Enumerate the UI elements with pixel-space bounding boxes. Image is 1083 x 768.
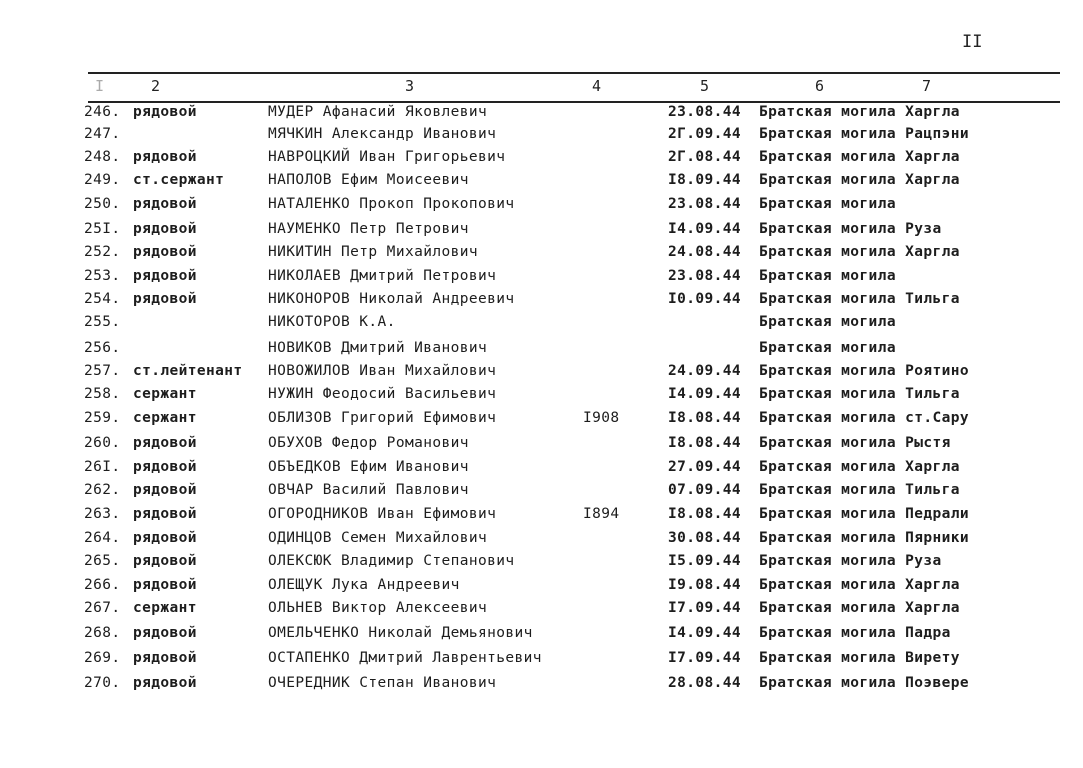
- table-row: [0, 363, 1083, 385]
- row-death-date: I9.08.44: [668, 577, 742, 593]
- row-burial-place: Братская могила Руза: [759, 553, 942, 569]
- row-name: ОБУХОВ Федор Романович: [268, 435, 469, 451]
- row-number: 246.: [84, 104, 121, 120]
- row-number: 247.: [84, 126, 121, 142]
- row-death-date: 23.08.44: [668, 268, 742, 284]
- row-death-date: 23.08.44: [668, 196, 742, 212]
- row-number: 260.: [84, 435, 121, 451]
- table-row: [0, 625, 1083, 647]
- row-burial-place: Братская могила Рыстя: [759, 435, 951, 451]
- row-burial-place: Братская могила: [759, 314, 896, 330]
- row-death-date: 23.08.44: [668, 104, 742, 120]
- row-burial-place: Братская могила Тильга: [759, 386, 960, 402]
- row-name: НИКОЛАЕВ Дмитрий Петрович: [268, 268, 497, 284]
- row-name: ОСТАПЕНКО Дмитрий Лаврентьевич: [268, 650, 542, 666]
- row-number: 270.: [84, 675, 121, 691]
- row-rank: рядовой: [133, 104, 197, 120]
- row-burial-place: Братская могила Поэвере: [759, 675, 969, 691]
- row-death-date: I8.09.44: [668, 172, 742, 188]
- column-header-5: 5: [700, 77, 710, 95]
- row-number: 256.: [84, 340, 121, 356]
- header-bottom-rule: [88, 101, 1060, 103]
- row-burial-place: Братская могила Харгла: [759, 600, 960, 616]
- row-name: ОБЪЕДКОВ Ефим Иванович: [268, 459, 469, 475]
- row-burial-place: Братская могила Харгла: [759, 104, 960, 120]
- row-number: 258.: [84, 386, 121, 402]
- row-number: 248.: [84, 149, 121, 165]
- table-row: [0, 340, 1083, 362]
- row-name: ОЛЕЩУК Лука Андреевич: [268, 577, 460, 593]
- row-death-date: 2Г.08.44: [668, 149, 742, 165]
- table-row: [0, 675, 1083, 697]
- row-number: 252.: [84, 244, 121, 260]
- row-rank: рядовой: [133, 577, 197, 593]
- row-rank: рядовой: [133, 268, 197, 284]
- row-name: ОЛЬНЕВ Виктор Алексеевич: [268, 600, 488, 616]
- row-name: ОЧЕРЕДНИК Степан Иванович: [268, 675, 497, 691]
- row-name: ОЛЕКСЮК Владимир Степанович: [268, 553, 515, 569]
- row-name: НАУМЕНКО Петр Петрович: [268, 221, 469, 237]
- row-rank: ст.сержант: [133, 172, 225, 188]
- row-number: 265.: [84, 553, 121, 569]
- table-row: [0, 506, 1083, 528]
- row-name: НАПОЛОВ Ефим Моисеевич: [268, 172, 469, 188]
- row-rank: рядовой: [133, 553, 197, 569]
- table-row: [0, 435, 1083, 457]
- row-rank: рядовой: [133, 675, 197, 691]
- row-number: 264.: [84, 530, 121, 546]
- row-burial-place: Братская могила Харгла: [759, 577, 960, 593]
- row-name: ОГОРОДНИКОВ Иван Ефимович: [268, 506, 497, 522]
- header-top-rule: [88, 72, 1060, 74]
- row-burial-place: Братская могила Пярники: [759, 530, 969, 546]
- row-name: НИКОТОРОВ К.А.: [268, 314, 396, 330]
- row-name: НАТАЛЕНКО Прокоп Прокопович: [268, 196, 515, 212]
- row-death-date: I4.09.44: [668, 386, 742, 402]
- table-row: [0, 104, 1083, 126]
- row-death-date: I4.09.44: [668, 625, 742, 641]
- row-name: МУДЕР Афанасий Яковлевич: [268, 104, 488, 120]
- page-number: II: [962, 32, 983, 52]
- row-number: 263.: [84, 506, 121, 522]
- row-burial-place: Братская могила Роятино: [759, 363, 969, 379]
- row-death-date: I7.09.44: [668, 650, 742, 666]
- row-number: 250.: [84, 196, 121, 212]
- row-name: НОВИКОВ Дмитрий Иванович: [268, 340, 488, 356]
- column-header-2: 2: [151, 77, 161, 95]
- row-name: НИКИТИН Петр Михайлович: [268, 244, 478, 260]
- row-name: ОДИНЦОВ Семен Михайлович: [268, 530, 488, 546]
- table-row: [0, 553, 1083, 575]
- row-rank: рядовой: [133, 482, 197, 498]
- row-death-date: I8.08.44: [668, 506, 742, 522]
- table-row: [0, 410, 1083, 432]
- row-rank: сержант: [133, 386, 197, 402]
- row-number: 25I.: [84, 221, 121, 237]
- table-row: [0, 244, 1083, 266]
- table-row: [0, 196, 1083, 218]
- row-name: МЯЧКИН Александр Иванович: [268, 126, 497, 142]
- row-burial-place: Братская могила Тильга: [759, 482, 960, 498]
- row-name: НАВРОЦКИЙ Иван Григорьевич: [268, 149, 506, 165]
- row-death-date: I8.08.44: [668, 410, 742, 426]
- table-row: [0, 149, 1083, 171]
- table-row: [0, 577, 1083, 599]
- row-number: 249.: [84, 172, 121, 188]
- row-death-date: I7.09.44: [668, 600, 742, 616]
- table-row: [0, 530, 1083, 552]
- row-name: НОВОЖИЛОВ Иван Михайлович: [268, 363, 497, 379]
- row-burial-place: Братская могила Тильга: [759, 291, 960, 307]
- row-death-date: 2Г.09.44: [668, 126, 742, 142]
- row-burial-place: Братская могила ст.Сару: [759, 410, 969, 426]
- column-header-6: 6: [815, 77, 825, 95]
- row-number: 262.: [84, 482, 121, 498]
- row-number: 253.: [84, 268, 121, 284]
- column-header-3: 3: [405, 77, 415, 95]
- row-rank: рядовой: [133, 435, 197, 451]
- column-header-7: 7: [922, 77, 932, 95]
- row-rank: рядовой: [133, 459, 197, 475]
- row-death-date: 07.09.44: [668, 482, 742, 498]
- row-death-date: 27.09.44: [668, 459, 742, 475]
- table-row: [0, 482, 1083, 504]
- row-rank: рядовой: [133, 244, 197, 260]
- row-burial-place: Братская могила Педрали: [759, 506, 969, 522]
- table-row: [0, 268, 1083, 290]
- row-death-date: I5.09.44: [668, 553, 742, 569]
- row-rank: рядовой: [133, 221, 197, 237]
- row-death-date: I4.09.44: [668, 221, 742, 237]
- row-rank: сержант: [133, 600, 197, 616]
- row-number: 266.: [84, 577, 121, 593]
- row-name: НУЖИН Феодосий Васильевич: [268, 386, 497, 402]
- table-row: [0, 600, 1083, 622]
- row-rank: рядовой: [133, 506, 197, 522]
- row-burial-place: Братская могила Харгла: [759, 459, 960, 475]
- row-rank: сержант: [133, 410, 197, 426]
- table-row: [0, 291, 1083, 313]
- row-name: ОВЧАР Василий Павлович: [268, 482, 469, 498]
- row-number: 254.: [84, 291, 121, 307]
- row-burial-place: Братская могила Вирету: [759, 650, 960, 666]
- row-number: 267.: [84, 600, 121, 616]
- row-burial-place: Братская могила Падра: [759, 625, 951, 641]
- row-death-date: 24.09.44: [668, 363, 742, 379]
- row-birth-year: I908: [583, 410, 620, 426]
- row-burial-place: Братская могила Харгла: [759, 172, 960, 188]
- table-row: [0, 386, 1083, 408]
- row-rank: рядовой: [133, 291, 197, 307]
- row-number: 257.: [84, 363, 121, 379]
- row-burial-place: Братская могила Рацпэни: [759, 126, 969, 142]
- row-burial-place: Братская могила: [759, 268, 896, 284]
- row-number: 259.: [84, 410, 121, 426]
- row-number: 268.: [84, 625, 121, 641]
- row-death-date: 30.08.44: [668, 530, 742, 546]
- row-burial-place: Братская могила Харгла: [759, 149, 960, 165]
- row-rank: ст.лейтенант: [133, 363, 243, 379]
- row-death-date: 24.08.44: [668, 244, 742, 260]
- row-burial-place: Братская могила Руза: [759, 221, 942, 237]
- row-name: ОБЛИЗОВ Григорий Ефимович: [268, 410, 497, 426]
- table-row: [0, 314, 1083, 336]
- row-number: 255.: [84, 314, 121, 330]
- table-row: [0, 650, 1083, 672]
- table-row: [0, 221, 1083, 243]
- table-row: [0, 126, 1083, 148]
- row-rank: рядовой: [133, 530, 197, 546]
- row-death-date: 28.08.44: [668, 675, 742, 691]
- row-number: 26I.: [84, 459, 121, 475]
- row-burial-place: Братская могила: [759, 196, 896, 212]
- row-birth-year: I894: [583, 506, 620, 522]
- column-header-4: 4: [592, 77, 602, 95]
- row-death-date: I0.09.44: [668, 291, 742, 307]
- row-burial-place: Братская могила Харгла: [759, 244, 960, 260]
- row-name: НИКОНОРОВ Николай Андреевич: [268, 291, 515, 307]
- table-row: [0, 459, 1083, 481]
- row-rank: рядовой: [133, 650, 197, 666]
- table-row: [0, 172, 1083, 194]
- row-number: 269.: [84, 650, 121, 666]
- row-burial-place: Братская могила: [759, 340, 896, 356]
- row-death-date: I8.08.44: [668, 435, 742, 451]
- row-rank: рядовой: [133, 149, 197, 165]
- row-rank: рядовой: [133, 196, 197, 212]
- column-header-1: I: [95, 77, 105, 95]
- row-rank: рядовой: [133, 625, 197, 641]
- row-name: ОМЕЛЬЧЕНКО Николай Демьянович: [268, 625, 533, 641]
